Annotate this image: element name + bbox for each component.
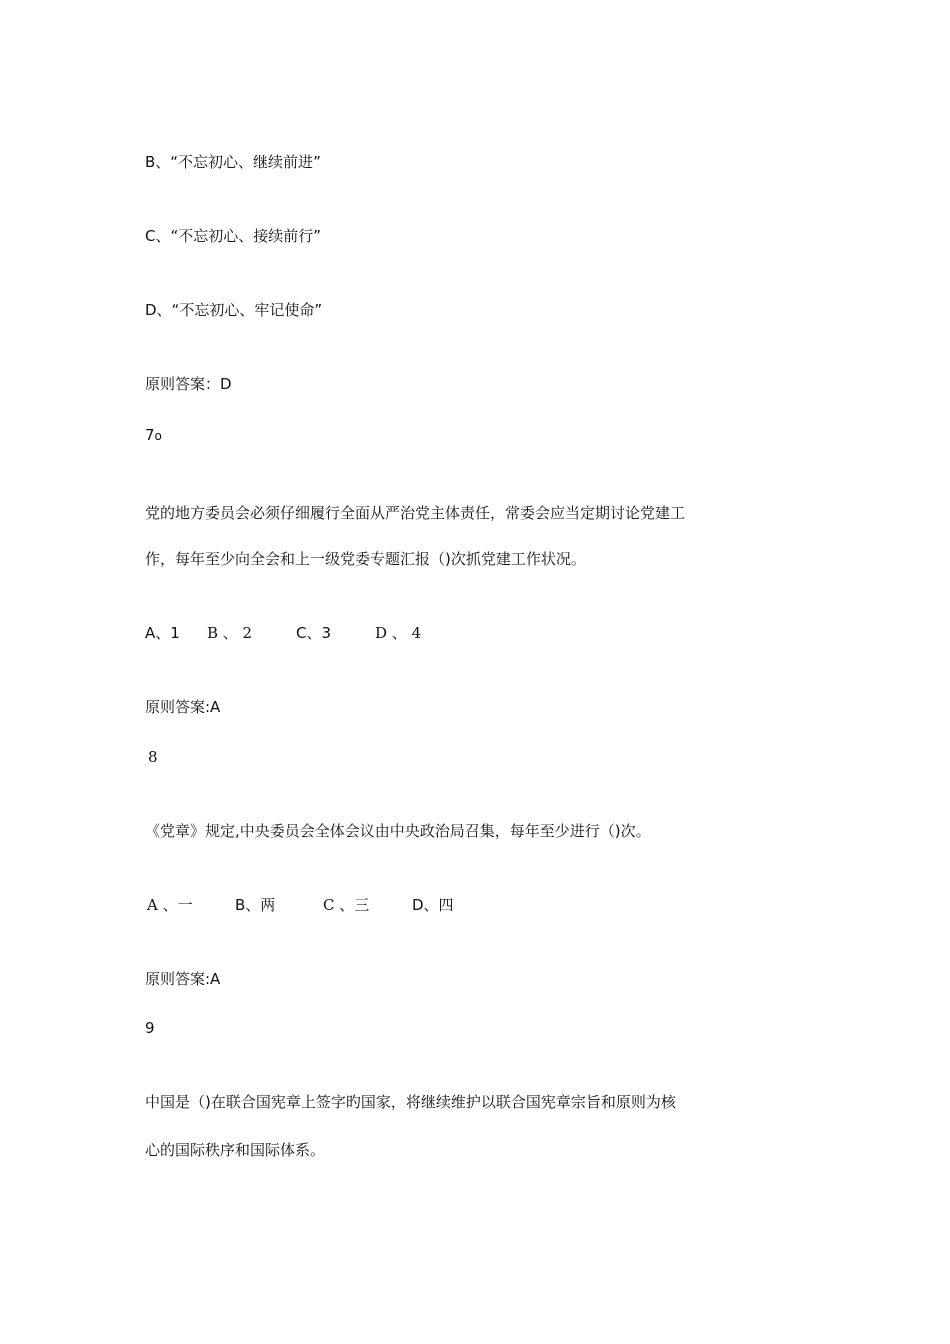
q9-stem-line-2: 心的国际秩序和国际体系。 [145, 1141, 326, 1159]
q6-option-d: D、“不忘初心、牢记使命” [145, 301, 323, 319]
q8-option-d: D、四 [412, 896, 454, 914]
q7-option-c: C、3 [296, 624, 332, 642]
q6-option-b: B、“不忘初心、继续前进” [145, 153, 321, 171]
q7-stem-line-1: 党的地方委员会必须仔细履行全面从严治党主体责任，常委会应当定期讨论党建工 [145, 504, 686, 522]
q8-answer: 原则答案:A [145, 970, 221, 988]
q7-option-b: B 、 2 [207, 624, 253, 642]
q7-answer: 原则答案:A [145, 698, 221, 716]
q7-option-d: D 、 4 [375, 624, 422, 642]
q8-stem-line-1: 《党章》规定,中央委员会全体会议由中央政治局召集，每年至少进行（)次。 [145, 822, 651, 840]
q9-number: 9 [145, 1019, 155, 1037]
q7-number [145, 425, 162, 446]
q8-option-a: A 、一 [147, 896, 193, 914]
q7-stem-line-2: 作，每年至少向全会和上一级党委专题汇报（)次抓党建工作状况。 [145, 550, 586, 568]
q7-number-mark: o [154, 429, 162, 443]
q6-answer: 原则答案：D [145, 375, 232, 393]
q8-number: 8 [148, 748, 158, 766]
q8-option-b: B、两 [235, 896, 276, 914]
q7-number-text: 7 [145, 426, 155, 444]
q7-option-a: A、1 [145, 624, 180, 642]
q6-option-c: C、“不忘初心、接续前行” [145, 227, 322, 245]
q9-stem-line-1: 中国是（)在联合国宪章上签字旳国家，将继续维护以联合国宪章宗旨和原则为核 [145, 1093, 676, 1111]
q8-option-c: C 、三 [323, 896, 370, 914]
